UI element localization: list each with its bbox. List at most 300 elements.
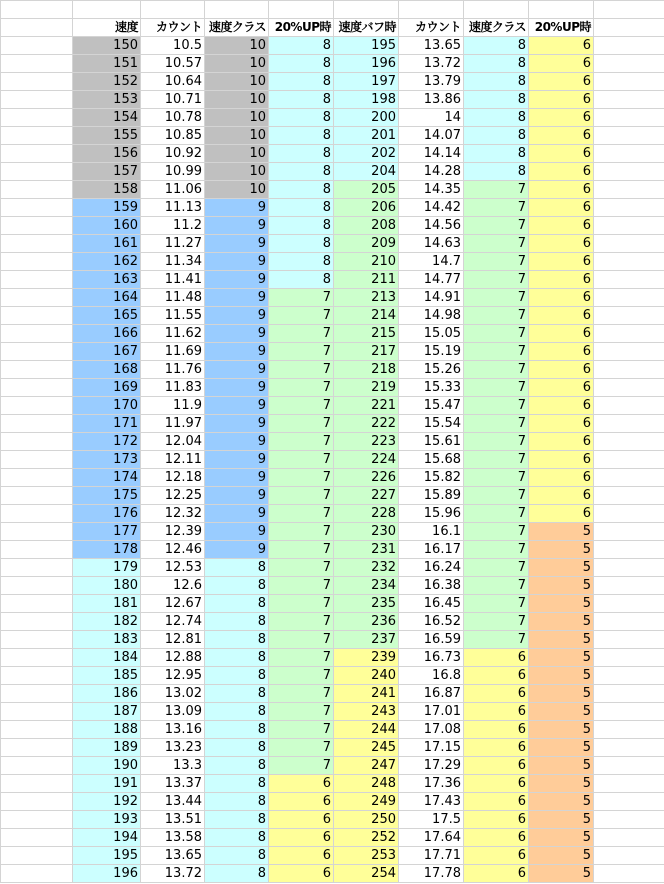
cell-buff-speed-class[interactable]: 6 [464, 865, 529, 883]
cell-buff-20up[interactable]: 6 [529, 163, 594, 181]
cell-20up[interactable]: 8 [269, 217, 334, 235]
cell-speed-buff[interactable]: 218 [334, 361, 399, 379]
cell-speed-class[interactable]: 10 [205, 145, 269, 163]
cell-speed[interactable]: 152 [73, 73, 141, 91]
cell-speed-buff[interactable]: 247 [334, 757, 399, 775]
cell-speed[interactable]: 151 [73, 55, 141, 73]
cell-buff-speed-class[interactable]: 6 [464, 685, 529, 703]
cell-speed[interactable]: 185 [73, 667, 141, 685]
cell-speed-class[interactable]: 10 [205, 127, 269, 145]
cell-count[interactable]: 10.99 [141, 163, 205, 181]
cell-empty[interactable] [1, 109, 73, 127]
cell-buff-count[interactable]: 15.47 [399, 397, 464, 415]
header-buff-speed-class[interactable]: 速度クラス [464, 19, 529, 37]
cell-speed-buff[interactable]: 230 [334, 523, 399, 541]
cell-speed[interactable]: 173 [73, 451, 141, 469]
cell-speed-buff[interactable]: 234 [334, 577, 399, 595]
cell-empty[interactable] [594, 847, 664, 865]
cell-buff-20up[interactable]: 6 [529, 109, 594, 127]
cell-empty[interactable] [1, 343, 73, 361]
cell-empty[interactable] [1, 577, 73, 595]
cell-buff-20up[interactable]: 5 [529, 775, 594, 793]
cell-buff-count[interactable]: 16.52 [399, 613, 464, 631]
cell-buff-count[interactable]: 16.87 [399, 685, 464, 703]
cell-speed-class[interactable]: 9 [205, 397, 269, 415]
cell-buff-speed-class[interactable]: 8 [464, 109, 529, 127]
cell-speed-buff[interactable]: 228 [334, 505, 399, 523]
cell-empty[interactable] [1, 595, 73, 613]
cell-buff-speed-class[interactable]: 7 [464, 199, 529, 217]
cell-buff-speed-class[interactable]: 6 [464, 793, 529, 811]
cell-buff-speed-class[interactable]: 7 [464, 541, 529, 559]
cell-20up[interactable]: 6 [269, 811, 334, 829]
cell-speed-class[interactable]: 8 [205, 847, 269, 865]
cell-speed[interactable]: 167 [73, 343, 141, 361]
cell-buff-20up[interactable]: 5 [529, 721, 594, 739]
cell-speed[interactable]: 183 [73, 631, 141, 649]
cell-speed-class[interactable]: 10 [205, 55, 269, 73]
cell-empty[interactable] [594, 523, 664, 541]
cell-20up[interactable]: 7 [269, 523, 334, 541]
cell-empty[interactable] [1, 613, 73, 631]
cell-buff-speed-class[interactable]: 6 [464, 649, 529, 667]
cell-speed-class[interactable]: 8 [205, 595, 269, 613]
cell-buff-count[interactable]: 17.01 [399, 703, 464, 721]
cell-buff-count[interactable]: 13.65 [399, 37, 464, 55]
cell-20up[interactable]: 7 [269, 289, 334, 307]
cell-speed-class[interactable]: 9 [205, 307, 269, 325]
cell-speed-buff[interactable]: 197 [334, 73, 399, 91]
cell-speed-buff[interactable]: 196 [334, 55, 399, 73]
cell-speed[interactable]: 193 [73, 811, 141, 829]
cell-speed-buff[interactable]: 195 [334, 37, 399, 55]
cell-speed[interactable]: 196 [73, 865, 141, 883]
cell-empty[interactable] [594, 775, 664, 793]
cell-buff-count[interactable]: 13.72 [399, 55, 464, 73]
cell-buff-count[interactable]: 15.82 [399, 469, 464, 487]
cell-buff-count[interactable]: 16.24 [399, 559, 464, 577]
cell-count[interactable]: 11.48 [141, 289, 205, 307]
cell-buff-20up[interactable]: 5 [529, 757, 594, 775]
cell-buff-speed-class[interactable]: 7 [464, 181, 529, 199]
cell-speed-buff[interactable]: 217 [334, 343, 399, 361]
cell-speed-class[interactable]: 9 [205, 487, 269, 505]
cell-speed-class[interactable]: 9 [205, 379, 269, 397]
cell-buff-20up[interactable]: 5 [529, 631, 594, 649]
cell-count[interactable]: 10.71 [141, 91, 205, 109]
cell-speed[interactable]: 175 [73, 487, 141, 505]
cell-buff-speed-class[interactable]: 8 [464, 127, 529, 145]
cell-count[interactable]: 11.9 [141, 397, 205, 415]
cell-count[interactable]: 12.46 [141, 541, 205, 559]
cell-count[interactable]: 12.6 [141, 577, 205, 595]
cell-20up[interactable]: 8 [269, 199, 334, 217]
cell-count[interactable]: 11.55 [141, 307, 205, 325]
cell-speed[interactable]: 156 [73, 145, 141, 163]
cell-empty[interactable] [594, 127, 664, 145]
cell-count[interactable]: 13.51 [141, 811, 205, 829]
cell-empty[interactable] [1, 469, 73, 487]
cell-20up[interactable]: 7 [269, 379, 334, 397]
cell-buff-count[interactable]: 17.64 [399, 829, 464, 847]
cell-buff-count[interactable]: 13.79 [399, 73, 464, 91]
cell-20up[interactable]: 7 [269, 469, 334, 487]
cell-buff-speed-class[interactable]: 7 [464, 361, 529, 379]
cell-empty[interactable] [1, 703, 73, 721]
cell-speed-class[interactable]: 9 [205, 253, 269, 271]
cell-empty[interactable] [1, 73, 73, 91]
cell-empty[interactable] [594, 73, 664, 91]
cell-buff-20up[interactable]: 5 [529, 829, 594, 847]
cell-empty[interactable] [594, 415, 664, 433]
cell-buff-20up[interactable]: 6 [529, 505, 594, 523]
cell-count[interactable]: 12.53 [141, 559, 205, 577]
cell-empty[interactable] [594, 541, 664, 559]
cell-buff-count[interactable]: 17.78 [399, 865, 464, 883]
cell-empty[interactable] [1, 433, 73, 451]
cell-speed-buff[interactable]: 240 [334, 667, 399, 685]
cell-speed-buff[interactable]: 222 [334, 415, 399, 433]
cell-empty[interactable] [594, 469, 664, 487]
cell-buff-speed-class[interactable]: 6 [464, 829, 529, 847]
cell-speed[interactable]: 178 [73, 541, 141, 559]
cell-buff-count[interactable]: 14.91 [399, 289, 464, 307]
cell-speed-class[interactable]: 8 [205, 721, 269, 739]
cell-empty[interactable] [594, 559, 664, 577]
cell-buff-speed-class[interactable]: 6 [464, 757, 529, 775]
cell-buff-speed-class[interactable]: 7 [464, 289, 529, 307]
cell-buff-count[interactable]: 15.61 [399, 433, 464, 451]
cell-speed-class[interactable]: 10 [205, 73, 269, 91]
cell-buff-20up[interactable]: 6 [529, 325, 594, 343]
cell-speed[interactable]: 165 [73, 307, 141, 325]
cell-empty[interactable] [594, 181, 664, 199]
cell-empty[interactable] [594, 829, 664, 847]
cell-buff-count[interactable]: 17.08 [399, 721, 464, 739]
cell-20up[interactable]: 6 [269, 793, 334, 811]
cell-speed[interactable]: 181 [73, 595, 141, 613]
cell-buff-20up[interactable]: 6 [529, 397, 594, 415]
cell-buff-20up[interactable]: 5 [529, 649, 594, 667]
cell-count[interactable]: 13.3 [141, 757, 205, 775]
cell-buff-count[interactable]: 13.86 [399, 91, 464, 109]
cell-empty[interactable] [594, 433, 664, 451]
cell-20up[interactable]: 8 [269, 91, 334, 109]
cell-count[interactable]: 13.23 [141, 739, 205, 757]
cell-empty[interactable] [1, 739, 73, 757]
cell-speed-buff[interactable]: 202 [334, 145, 399, 163]
cell-speed-buff[interactable]: 213 [334, 289, 399, 307]
cell-speed[interactable]: 184 [73, 649, 141, 667]
cell-20up[interactable]: 8 [269, 55, 334, 73]
cell-buff-20up[interactable]: 6 [529, 469, 594, 487]
cell-speed[interactable]: 179 [73, 559, 141, 577]
cell-buff-speed-class[interactable]: 7 [464, 343, 529, 361]
cell-20up[interactable]: 7 [269, 397, 334, 415]
cell-empty[interactable] [1, 415, 73, 433]
cell-20up[interactable]: 7 [269, 361, 334, 379]
cell-speed-buff[interactable]: 253 [334, 847, 399, 865]
cell-buff-speed-class[interactable]: 7 [464, 433, 529, 451]
cell-speed-class[interactable]: 9 [205, 361, 269, 379]
cell-buff-count[interactable]: 15.68 [399, 451, 464, 469]
cell-20up[interactable]: 7 [269, 613, 334, 631]
cell-speed-buff[interactable]: 210 [334, 253, 399, 271]
cell-speed-buff[interactable]: 254 [334, 865, 399, 883]
cell-buff-count[interactable]: 14.7 [399, 253, 464, 271]
cell-empty[interactable] [1, 631, 73, 649]
cell-buff-count[interactable]: 17.15 [399, 739, 464, 757]
cell-empty[interactable] [594, 91, 664, 109]
cell-20up[interactable]: 7 [269, 307, 334, 325]
cell-speed-buff[interactable]: 227 [334, 487, 399, 505]
cell-buff-20up[interactable]: 5 [529, 595, 594, 613]
cell-speed-class[interactable]: 8 [205, 667, 269, 685]
cell[interactable] [73, 1, 141, 19]
cell-buff-20up[interactable]: 6 [529, 415, 594, 433]
cell-speed-class[interactable]: 8 [205, 775, 269, 793]
cell-speed-class[interactable]: 9 [205, 271, 269, 289]
cell-speed[interactable]: 187 [73, 703, 141, 721]
cell-speed[interactable]: 177 [73, 523, 141, 541]
cell-count[interactable]: 13.37 [141, 775, 205, 793]
cell-buff-20up[interactable]: 6 [529, 199, 594, 217]
cell-buff-speed-class[interactable]: 7 [464, 469, 529, 487]
cell-empty[interactable] [1, 217, 73, 235]
cell-20up[interactable]: 7 [269, 325, 334, 343]
cell-empty[interactable] [594, 595, 664, 613]
cell-speed[interactable]: 168 [73, 361, 141, 379]
cell-count[interactable]: 13.72 [141, 865, 205, 883]
cell-speed-buff[interactable]: 237 [334, 631, 399, 649]
cell-speed-class[interactable]: 10 [205, 37, 269, 55]
cell-count[interactable]: 12.18 [141, 469, 205, 487]
cell-buff-count[interactable]: 15.96 [399, 505, 464, 523]
cell-buff-20up[interactable]: 5 [529, 793, 594, 811]
cell-empty[interactable] [1, 775, 73, 793]
cell-buff-count[interactable]: 17.43 [399, 793, 464, 811]
header-speed[interactable]: 速度 [73, 19, 141, 37]
cell-count[interactable]: 12.11 [141, 451, 205, 469]
cell-buff-20up[interactable]: 6 [529, 271, 594, 289]
cell-20up[interactable]: 7 [269, 631, 334, 649]
cell-speed-class[interactable]: 9 [205, 433, 269, 451]
cell-buff-20up[interactable]: 6 [529, 433, 594, 451]
cell-speed-class[interactable]: 8 [205, 577, 269, 595]
cell-buff-20up[interactable]: 6 [529, 37, 594, 55]
cell-speed[interactable]: 160 [73, 217, 141, 235]
cell-speed-class[interactable]: 8 [205, 559, 269, 577]
cell-empty[interactable] [594, 631, 664, 649]
header-buff-20up[interactable]: 20%UP時 [529, 19, 594, 37]
cell-buff-speed-class[interactable]: 8 [464, 55, 529, 73]
cell-count[interactable]: 13.44 [141, 793, 205, 811]
cell-empty[interactable] [594, 343, 664, 361]
cell-buff-20up[interactable]: 5 [529, 541, 594, 559]
header-buff-count[interactable]: カウント [399, 19, 464, 37]
cell[interactable] [269, 1, 334, 19]
cell-buff-count[interactable]: 15.33 [399, 379, 464, 397]
cell-empty[interactable] [1, 379, 73, 397]
cell-count[interactable]: 10.57 [141, 55, 205, 73]
cell-count[interactable]: 11.27 [141, 235, 205, 253]
cell-count[interactable]: 13.65 [141, 847, 205, 865]
cell-empty[interactable] [594, 505, 664, 523]
cell-buff-speed-class[interactable]: 7 [464, 235, 529, 253]
cell-speed-buff[interactable]: 226 [334, 469, 399, 487]
cell-buff-count[interactable]: 17.71 [399, 847, 464, 865]
cell-buff-count[interactable]: 14.56 [399, 217, 464, 235]
cell-20up[interactable]: 7 [269, 649, 334, 667]
cell-speed-class[interactable]: 9 [205, 541, 269, 559]
cell-buff-count[interactable]: 14.14 [399, 145, 464, 163]
cell-count[interactable]: 12.88 [141, 649, 205, 667]
cell-buff-speed-class[interactable]: 6 [464, 847, 529, 865]
cell-buff-speed-class[interactable]: 8 [464, 163, 529, 181]
cell-buff-20up[interactable]: 5 [529, 559, 594, 577]
cell-empty[interactable] [1, 721, 73, 739]
cell-buff-count[interactable]: 16.73 [399, 649, 464, 667]
cell-20up[interactable]: 7 [269, 667, 334, 685]
cell-buff-20up[interactable]: 5 [529, 865, 594, 883]
cell-20up[interactable]: 6 [269, 847, 334, 865]
cell-empty[interactable] [594, 325, 664, 343]
cell-count[interactable]: 10.78 [141, 109, 205, 127]
cell-20up[interactable]: 8 [269, 271, 334, 289]
cell-speed-buff[interactable]: 243 [334, 703, 399, 721]
cell-buff-20up[interactable]: 6 [529, 181, 594, 199]
cell-speed-buff[interactable]: 245 [334, 739, 399, 757]
cell-speed-buff[interactable]: 204 [334, 163, 399, 181]
cell-buff-count[interactable]: 15.19 [399, 343, 464, 361]
cell-20up[interactable]: 7 [269, 757, 334, 775]
cell[interactable] [594, 1, 664, 19]
cell-empty[interactable] [594, 307, 664, 325]
cell-buff-speed-class[interactable]: 7 [464, 397, 529, 415]
cell-speed-buff[interactable]: 236 [334, 613, 399, 631]
cell-buff-20up[interactable]: 5 [529, 523, 594, 541]
cell-buff-count[interactable]: 14 [399, 109, 464, 127]
cell-20up[interactable]: 8 [269, 181, 334, 199]
cell-buff-count[interactable]: 14.28 [399, 163, 464, 181]
cell-empty[interactable] [594, 199, 664, 217]
cell-empty[interactable] [594, 163, 664, 181]
cell-count[interactable]: 10.5 [141, 37, 205, 55]
cell-buff-20up[interactable]: 6 [529, 145, 594, 163]
cell-20up[interactable]: 7 [269, 559, 334, 577]
cell-buff-speed-class[interactable]: 7 [464, 595, 529, 613]
cell-speed[interactable]: 180 [73, 577, 141, 595]
cell-buff-20up[interactable]: 5 [529, 703, 594, 721]
cell-speed-class[interactable]: 10 [205, 109, 269, 127]
cell-buff-count[interactable]: 16.1 [399, 523, 464, 541]
cell-speed-class[interactable]: 9 [205, 325, 269, 343]
cell-buff-20up[interactable]: 6 [529, 55, 594, 73]
cell-speed-buff[interactable]: 200 [334, 109, 399, 127]
cell-buff-20up[interactable]: 5 [529, 613, 594, 631]
cell-speed[interactable]: 191 [73, 775, 141, 793]
cell-empty[interactable] [1, 181, 73, 199]
cell-buff-count[interactable]: 14.07 [399, 127, 464, 145]
cell-speed-buff[interactable]: 215 [334, 325, 399, 343]
cell-count[interactable]: 13.58 [141, 829, 205, 847]
header-cell-empty[interactable] [1, 19, 73, 37]
cell-speed-buff[interactable]: 239 [334, 649, 399, 667]
cell-count[interactable]: 11.13 [141, 199, 205, 217]
cell-speed-class[interactable]: 8 [205, 613, 269, 631]
cell-count[interactable]: 10.85 [141, 127, 205, 145]
cell-empty[interactable] [1, 127, 73, 145]
header-speed-buff[interactable]: 速度バフ時 [334, 19, 399, 37]
cell-buff-20up[interactable]: 6 [529, 217, 594, 235]
cell-empty[interactable] [594, 361, 664, 379]
cell-20up[interactable]: 7 [269, 505, 334, 523]
cell-empty[interactable] [594, 55, 664, 73]
cell-20up[interactable]: 8 [269, 127, 334, 145]
cell[interactable] [529, 1, 594, 19]
cell-speed-class[interactable]: 9 [205, 289, 269, 307]
cell-speed-class[interactable]: 8 [205, 703, 269, 721]
cell-speed[interactable]: 164 [73, 289, 141, 307]
cell-speed[interactable]: 162 [73, 253, 141, 271]
cell-count[interactable]: 12.67 [141, 595, 205, 613]
cell-empty[interactable] [1, 145, 73, 163]
cell-speed[interactable]: 194 [73, 829, 141, 847]
cell-buff-speed-class[interactable]: 7 [464, 451, 529, 469]
cell-buff-speed-class[interactable]: 7 [464, 271, 529, 289]
cell-empty[interactable] [594, 217, 664, 235]
cell-empty[interactable] [1, 505, 73, 523]
cell-buff-speed-class[interactable]: 7 [464, 559, 529, 577]
cell-20up[interactable]: 8 [269, 109, 334, 127]
cell-buff-speed-class[interactable]: 7 [464, 307, 529, 325]
cell-20up[interactable]: 7 [269, 577, 334, 595]
cell-buff-count[interactable]: 16.8 [399, 667, 464, 685]
cell-count[interactable]: 10.92 [141, 145, 205, 163]
header-speed-class[interactable]: 速度クラス [205, 19, 269, 37]
cell-buff-speed-class[interactable]: 8 [464, 145, 529, 163]
cell-buff-count[interactable]: 16.38 [399, 577, 464, 595]
cell-count[interactable]: 13.16 [141, 721, 205, 739]
cell-20up[interactable]: 8 [269, 37, 334, 55]
cell-count[interactable]: 11.06 [141, 181, 205, 199]
cell-count[interactable]: 12.25 [141, 487, 205, 505]
cell-buff-20up[interactable]: 5 [529, 577, 594, 595]
cell-buff-20up[interactable]: 6 [529, 127, 594, 145]
cell-empty[interactable] [594, 667, 664, 685]
cell-speed-class[interactable]: 8 [205, 739, 269, 757]
cell-empty[interactable] [594, 145, 664, 163]
cell-speed[interactable]: 195 [73, 847, 141, 865]
cell-speed-buff[interactable]: 252 [334, 829, 399, 847]
cell-buff-20up[interactable]: 6 [529, 73, 594, 91]
cell-empty[interactable] [1, 91, 73, 109]
cell-buff-speed-class[interactable]: 6 [464, 667, 529, 685]
cell-empty[interactable] [594, 487, 664, 505]
cell-empty[interactable] [594, 739, 664, 757]
cell-buff-20up[interactable]: 6 [529, 451, 594, 469]
cell-speed-buff[interactable]: 235 [334, 595, 399, 613]
cell-empty[interactable] [1, 559, 73, 577]
cell-empty[interactable] [1, 649, 73, 667]
cell-speed-class[interactable]: 10 [205, 181, 269, 199]
cell-buff-speed-class[interactable]: 6 [464, 703, 529, 721]
cell-speed-buff[interactable]: 241 [334, 685, 399, 703]
cell-buff-speed-class[interactable]: 8 [464, 73, 529, 91]
cell-buff-speed-class[interactable]: 7 [464, 613, 529, 631]
cell-empty[interactable] [594, 289, 664, 307]
cell-empty[interactable] [594, 109, 664, 127]
